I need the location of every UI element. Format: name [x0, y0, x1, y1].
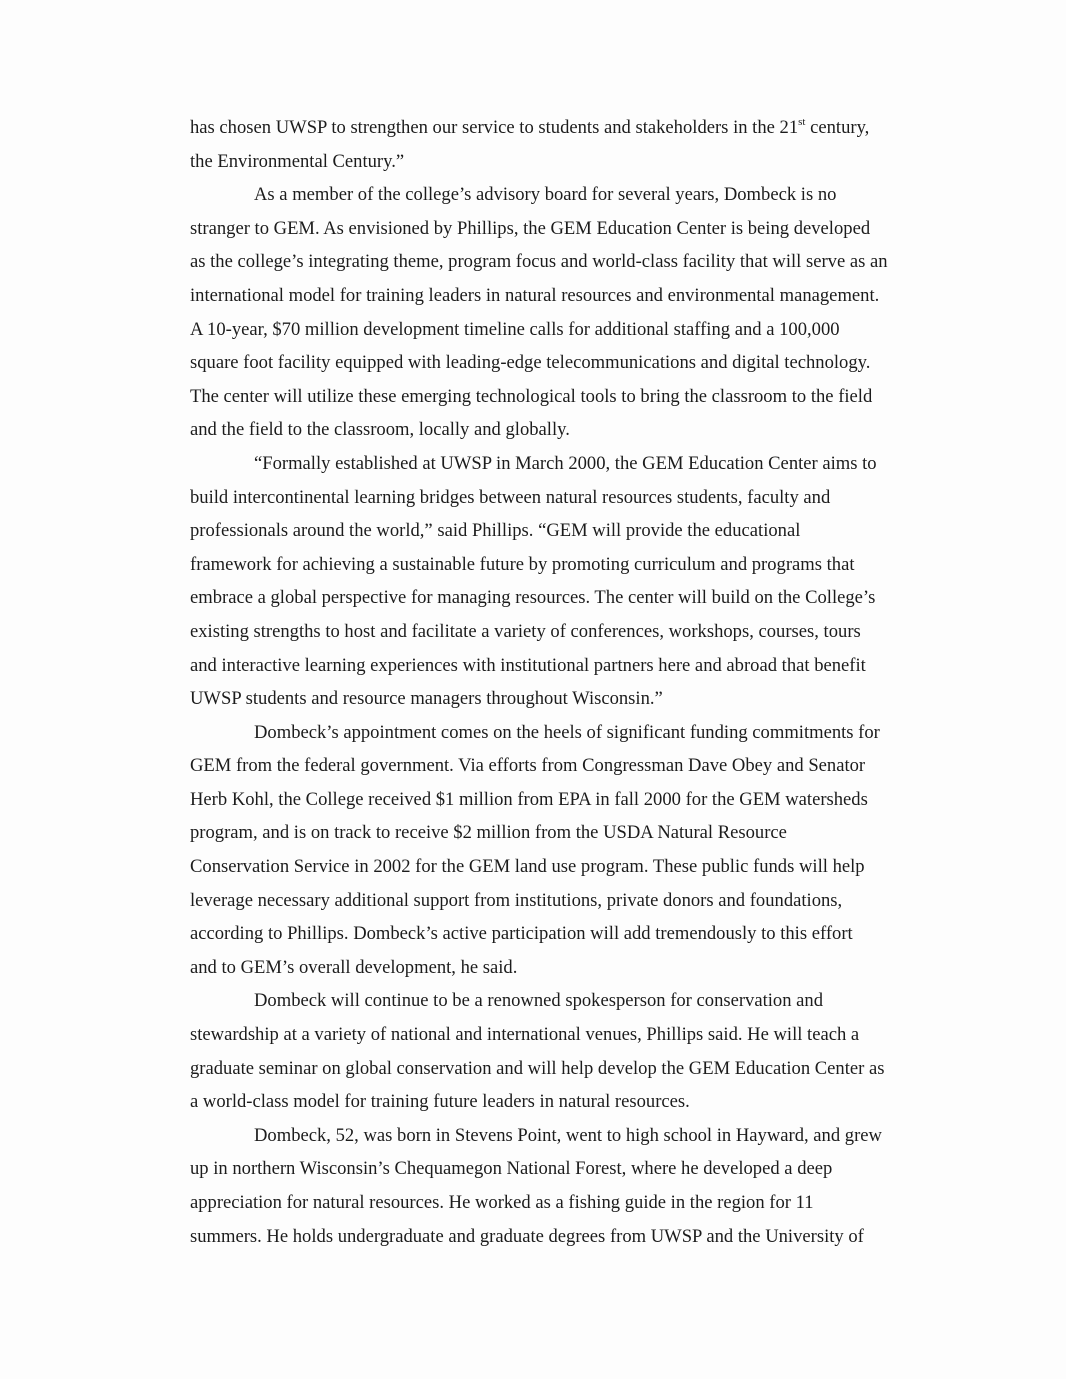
text-segment: leverage necessary additional support from institutions, private donors and foundations, — [190, 889, 843, 911]
text-line — [190, 984, 926, 1018]
text-segment: Dombeck’s appointment comes on the heels of significant funding commitments for — [254, 721, 880, 743]
text-segment: Dombeck, 52, was born in Stevens Point, went to high school in Hayward, and grew — [254, 1124, 882, 1146]
text-segment: century, — [805, 117, 870, 138]
text-line — [190, 783, 926, 817]
text-line — [190, 816, 926, 850]
text-line — [190, 716, 926, 750]
text-segment: international model for training leaders in natural resources and environmental management. — [190, 284, 880, 306]
text-segment: build intercontinental learning bridges between natural resources students, faculty and — [190, 486, 831, 508]
body-text — [190, 111, 926, 1253]
text-line — [190, 413, 926, 447]
text-line — [190, 1085, 926, 1119]
text-line — [190, 380, 926, 414]
text-line — [190, 447, 926, 481]
paragraph — [190, 447, 926, 716]
text-segment: appreciation for natural resources. He worked as a fishing guide in the region for 11 — [190, 1192, 814, 1213]
paragraph — [190, 716, 926, 985]
paragraph — [190, 178, 926, 447]
text-segment: has chosen UWSP to strengthen our service to students and stakeholders in the 21 — [190, 117, 799, 138]
text-line — [190, 1052, 926, 1086]
text-line — [190, 581, 926, 615]
text-segment: program, and is on track to receive $2 million from the USDA Natural Resource — [190, 822, 787, 844]
paragraph — [190, 111, 926, 178]
paragraph — [190, 1119, 926, 1253]
text-segment: A 10-year, $70 million development timeline calls for additional staffing and a 100,000 — [190, 318, 840, 340]
text-segment: and the field to the classroom, locally and globally. — [190, 419, 570, 441]
text-segment: square foot facility equipped with leading-edge telecommunications and digital technology. — [190, 352, 871, 374]
text-line — [190, 917, 926, 951]
text-segment: graduate seminar on global conservation and will help develop the GEM Education Center as — [190, 1057, 885, 1079]
text-segment: existing strengths to host and facilitate a variety of conferences, workshops, courses, tours — [190, 620, 861, 642]
text-segment: “Formally established at UWSP in March 2000, the GEM Education Center aims to — [254, 452, 877, 474]
text-segment: embrace a global perspective for managing resources. The center will build on the College’s — [190, 587, 876, 609]
text-line — [190, 481, 926, 515]
text-line — [190, 884, 926, 918]
text-line — [190, 212, 926, 246]
text-line — [190, 850, 926, 884]
text-segment: according to Phillips. Dombeck’s active participation will add tremendously to this effort — [190, 923, 853, 945]
text-segment: stranger to GEM. As envisioned by Phillips, the GEM Education Center is being developed — [190, 217, 871, 239]
text-line — [190, 1018, 926, 1052]
text-line — [190, 548, 926, 582]
text-segment: the Environmental Century.” — [190, 150, 405, 172]
text-line — [190, 313, 926, 347]
text-line — [190, 682, 926, 716]
text-line — [190, 649, 926, 683]
text-line — [190, 1186, 926, 1220]
text-line — [190, 145, 926, 179]
text-segment: and interactive learning experiences with institutional partners here and abroad that benefit — [190, 654, 866, 676]
text-line — [190, 178, 926, 212]
text-line — [190, 1152, 926, 1186]
text-segment: stewardship at a variety of national and international venues, Phillips said. He will teach a — [190, 1024, 860, 1046]
superscript: st — [798, 115, 806, 128]
text-line — [190, 1119, 926, 1153]
text-segment: as the college’s integrating theme, program focus and world-class facility that will serve as an — [190, 251, 888, 273]
text-segment: Herb Kohl, the College received $1 million from EPA in fall 2000 for the GEM watersheds — [190, 788, 868, 810]
text-line — [190, 346, 926, 380]
text-segment: professionals around the world,” said Phillips. “GEM will provide the educational — [190, 520, 801, 542]
text-line — [190, 951, 926, 985]
text-segment: Conservation Service in 2002 for the GEM land use program. These public funds will help — [190, 856, 865, 878]
text-line — [190, 615, 926, 649]
text-line — [190, 245, 926, 279]
text-line — [190, 111, 926, 145]
text-line — [190, 1220, 926, 1254]
text-segment: and to GEM’s overall development, he said. — [190, 956, 518, 978]
text-segment: a world-class model for training future leaders in natural resources. — [190, 1091, 690, 1113]
text-segment: The center will utilize these emerging technological tools to bring the classroom to the field — [190, 385, 873, 407]
text-segment: As a member of the college’s advisory board for several years, Dombeck is no — [254, 184, 837, 206]
text-segment: up in northern Wisconsin’s Chequamegon National Forest, where he developed a deep — [190, 1158, 833, 1180]
text-segment: framework for achieving a sustainable future by promoting curriculum and programs that — [190, 553, 855, 575]
text-line — [190, 749, 926, 783]
text-line — [190, 279, 926, 313]
text-segment: summers. He holds undergraduate and graduate degrees from UWSP and the University of — [190, 1225, 864, 1247]
text-line — [190, 514, 926, 548]
paragraph — [190, 984, 926, 1118]
text-segment: GEM from the federal government. Via efforts from Congressman Dave Obey and Senator — [190, 755, 866, 777]
text-segment: Dombeck will continue to be a renowned spokesperson for conservation and — [254, 990, 824, 1012]
text-segment: UWSP students and resource managers throughout Wisconsin.” — [190, 688, 663, 710]
